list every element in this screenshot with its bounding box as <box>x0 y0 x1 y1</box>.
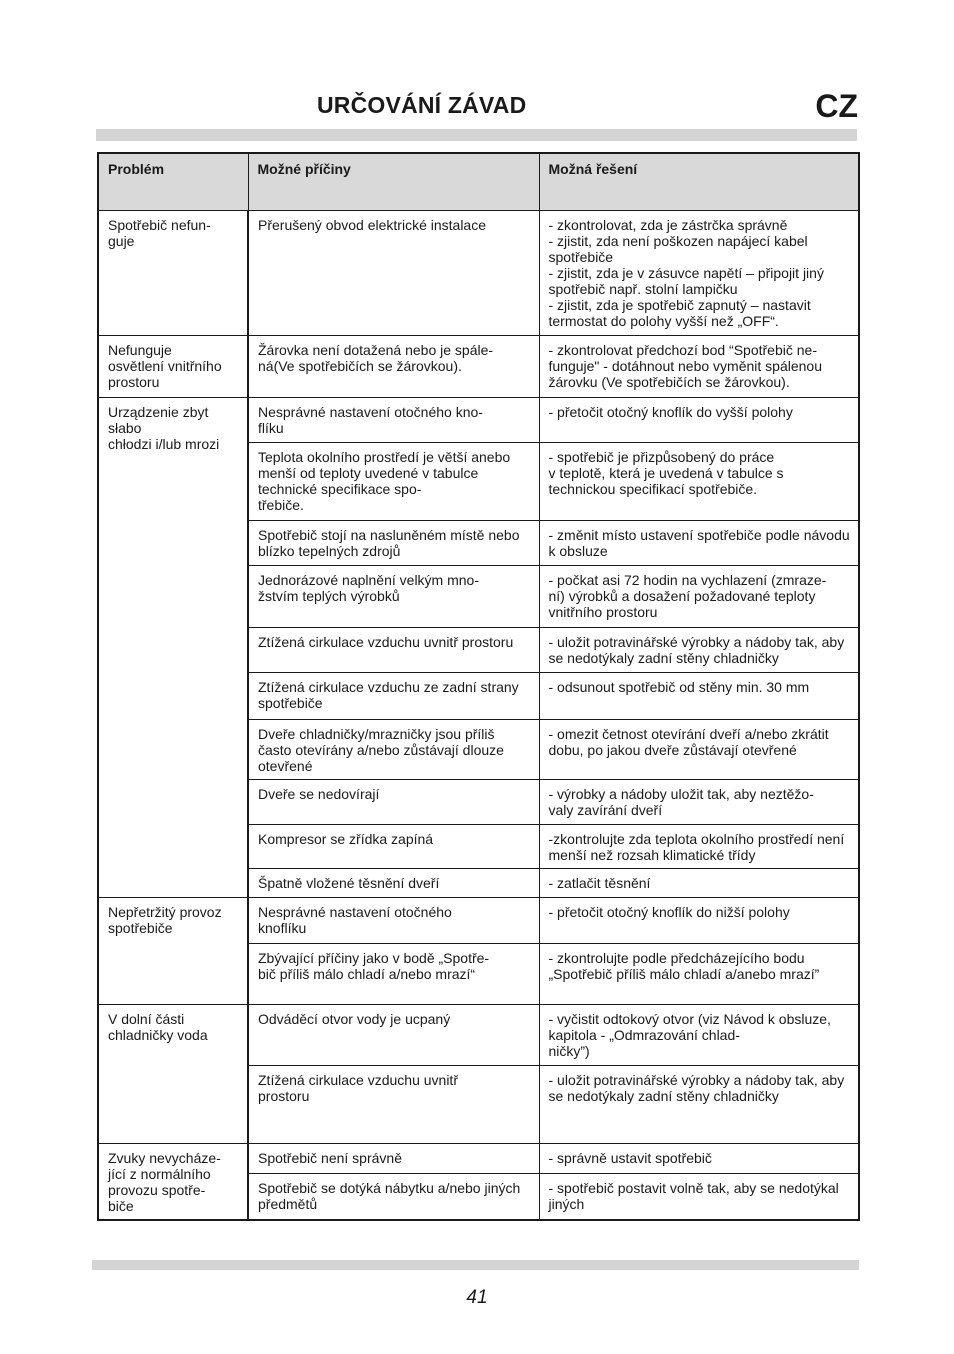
solution-cell: - uložit potravinářské výrobky a nádoby tak, aby se nedotýkaly zadní stěny chladničky <box>539 1066 859 1144</box>
solution-cell: - zkontrolujte podle předcházejícího bodu „Spotřebič příliš málo chladí a/anebo mrazí” <box>539 944 859 1005</box>
solution-cell: - spotřebič postavit volně tak, aby se nedotýkal jiných <box>539 1174 859 1220</box>
solution-cell: -zkontrolujte zda teplota okolního prostředí není menší než rozsah klimatické třídy <box>539 825 859 869</box>
solution-cell: - odsunout spotřebič od stěny min. 30 mm <box>539 673 859 720</box>
problem-cell: Nepřetržitý provoz spotřebiče <box>98 898 248 1005</box>
problem-cell: Spotřebič nefun- guje <box>98 211 248 336</box>
header-problem: Problém <box>98 153 248 211</box>
solution-cell: - spotřebič je přizpůsobený do práce v teplotě, která je uvedená v tabulce s technickou specifikací spotřebiče. <box>539 443 859 521</box>
table-header-row <box>98 153 859 211</box>
page-title: URČOVÁNÍ ZÁVAD <box>317 92 527 118</box>
solution-cell: - uložit potravinářské výrobky a nádoby tak, aby se nedotýkaly zadní stěny chladničky <box>539 628 859 673</box>
cause-cell: Ztížená cirkulace vzduchu ze zadní strany spotřebiče <box>248 673 539 720</box>
cause-cell: Žárovka není dotažená nebo je spále- ná(Ve spotřebičích se žárovkou). <box>248 336 539 398</box>
table-row <box>98 211 859 336</box>
cause-cell: Nesprávné nastavení otočného knoflíku <box>248 898 539 944</box>
table-row <box>98 398 859 443</box>
problem-cell: Nefunguje osvětlení vnitřního prostoru <box>98 336 248 398</box>
header-divider <box>96 129 857 141</box>
solution-cell: - zatlačit těsnění <box>539 869 859 898</box>
solution-cell: - zkontrolovat, zda je zástrčka správně - zjistit, zda není poškozen napájecí kabel spotřebiče - zjistit, zda je v zásuvce napětí – připojit jiný spotřebič např. stolní lampičku - zjistit, zda je spotřebič zapnutý – nastavit termostat do polohy vyšší než „OFF“. <box>539 211 859 336</box>
solution-cell: - správně ustavit spotřebič <box>539 1144 859 1174</box>
header-causes: Možné příčiny <box>248 153 539 211</box>
table-row <box>98 1144 859 1174</box>
troubleshooting-table <box>97 152 860 1221</box>
header-solutions: Možná řešení <box>539 153 859 211</box>
solution-cell: - přetočit otočný knoflík do nižší polohy <box>539 898 859 944</box>
problem-cell: Urządzenie zbyt słabo chłodzi i/lub mrozi <box>98 398 248 898</box>
cause-cell: Kompresor se zřídka zapíná <box>248 825 539 869</box>
cause-cell: Přerušený obvod elektrické instalace <box>248 211 539 336</box>
footer-divider <box>92 1260 859 1270</box>
table-row <box>98 336 859 398</box>
cause-cell: Odváděcí otvor vody je ucpaný <box>248 1005 539 1066</box>
solution-cell: - počkat asi 72 hodin na vychlazení (zmraze- ní) výrobků a dosažení požadované teploty vnitřního prostoru <box>539 566 859 628</box>
cause-cell: Nesprávné nastavení otočného kno- flíku <box>248 398 539 443</box>
solution-cell: - výrobky a nádoby uložit tak, aby neztěžo- valy zavírání dveří <box>539 780 859 825</box>
cause-cell: Dveře se nedovírají <box>248 780 539 825</box>
page-number: 41 <box>466 1287 488 1308</box>
problem-cell: V dolní části chladničky voda <box>98 1005 248 1144</box>
solution-cell: - přetočit otočný knoflík do vyšší polohy <box>539 398 859 443</box>
language-code: CZ <box>815 88 858 124</box>
cause-cell: Spotřebič není správně <box>248 1144 539 1174</box>
cause-cell: Jednorázové naplnění velkým mno- žstvím teplých výrobků <box>248 566 539 628</box>
cause-cell: Zbývající příčiny jako v bodě „Spotře- bič příliš málo chladí a/nebo mrazí“ <box>248 944 539 1005</box>
solution-cell: - změnit místo ustavení spotřebiče podle návodu k obsluze <box>539 521 859 566</box>
table-row <box>98 1005 859 1066</box>
solution-cell: - omezit četnost otevírání dveří a/nebo zkrátit dobu, po jakou dveře zůstávají otevřené <box>539 720 859 780</box>
cause-cell: Teplota okolního prostředí je větší anebo menší od teploty uvedené v tabulce technické specifikace spo- třebiče. <box>248 443 539 521</box>
cause-cell: Ztížená cirkulace vzduchu uvnitř prostoru <box>248 1066 539 1144</box>
table-row <box>98 898 859 944</box>
cause-cell: Ztížená cirkulace vzduchu uvnitř prostoru <box>248 628 539 673</box>
solution-cell: - vyčistit odtokový otvor (viz Návod k obsluze, kapitola - „Odmrazování chlad- ničky”) <box>539 1005 859 1066</box>
cause-cell: Špatně vložené těsnění dveří <box>248 869 539 898</box>
solution-cell: - zkontrolovat předchozí bod “Spotřebič ne- funguje" - dotáhnout nebo vyměnit spálenou žárovku (Ve spotřebičích se žárovkou). <box>539 336 859 398</box>
cause-cell: Dveře chladničky/mrazničky jsou příliš často otevírány a/nebo zůstávají dlouze otevřené <box>248 720 539 780</box>
cause-cell: Spotřebič stojí na nasluněném místě nebo blízko tepelných zdrojů <box>248 521 539 566</box>
problem-cell: Zvuky nevycháze- jící z normálního provozu spotře- biče <box>98 1144 248 1220</box>
cause-cell: Spotřebič se dotýká nábytku a/nebo jiných předmětů <box>248 1174 539 1220</box>
